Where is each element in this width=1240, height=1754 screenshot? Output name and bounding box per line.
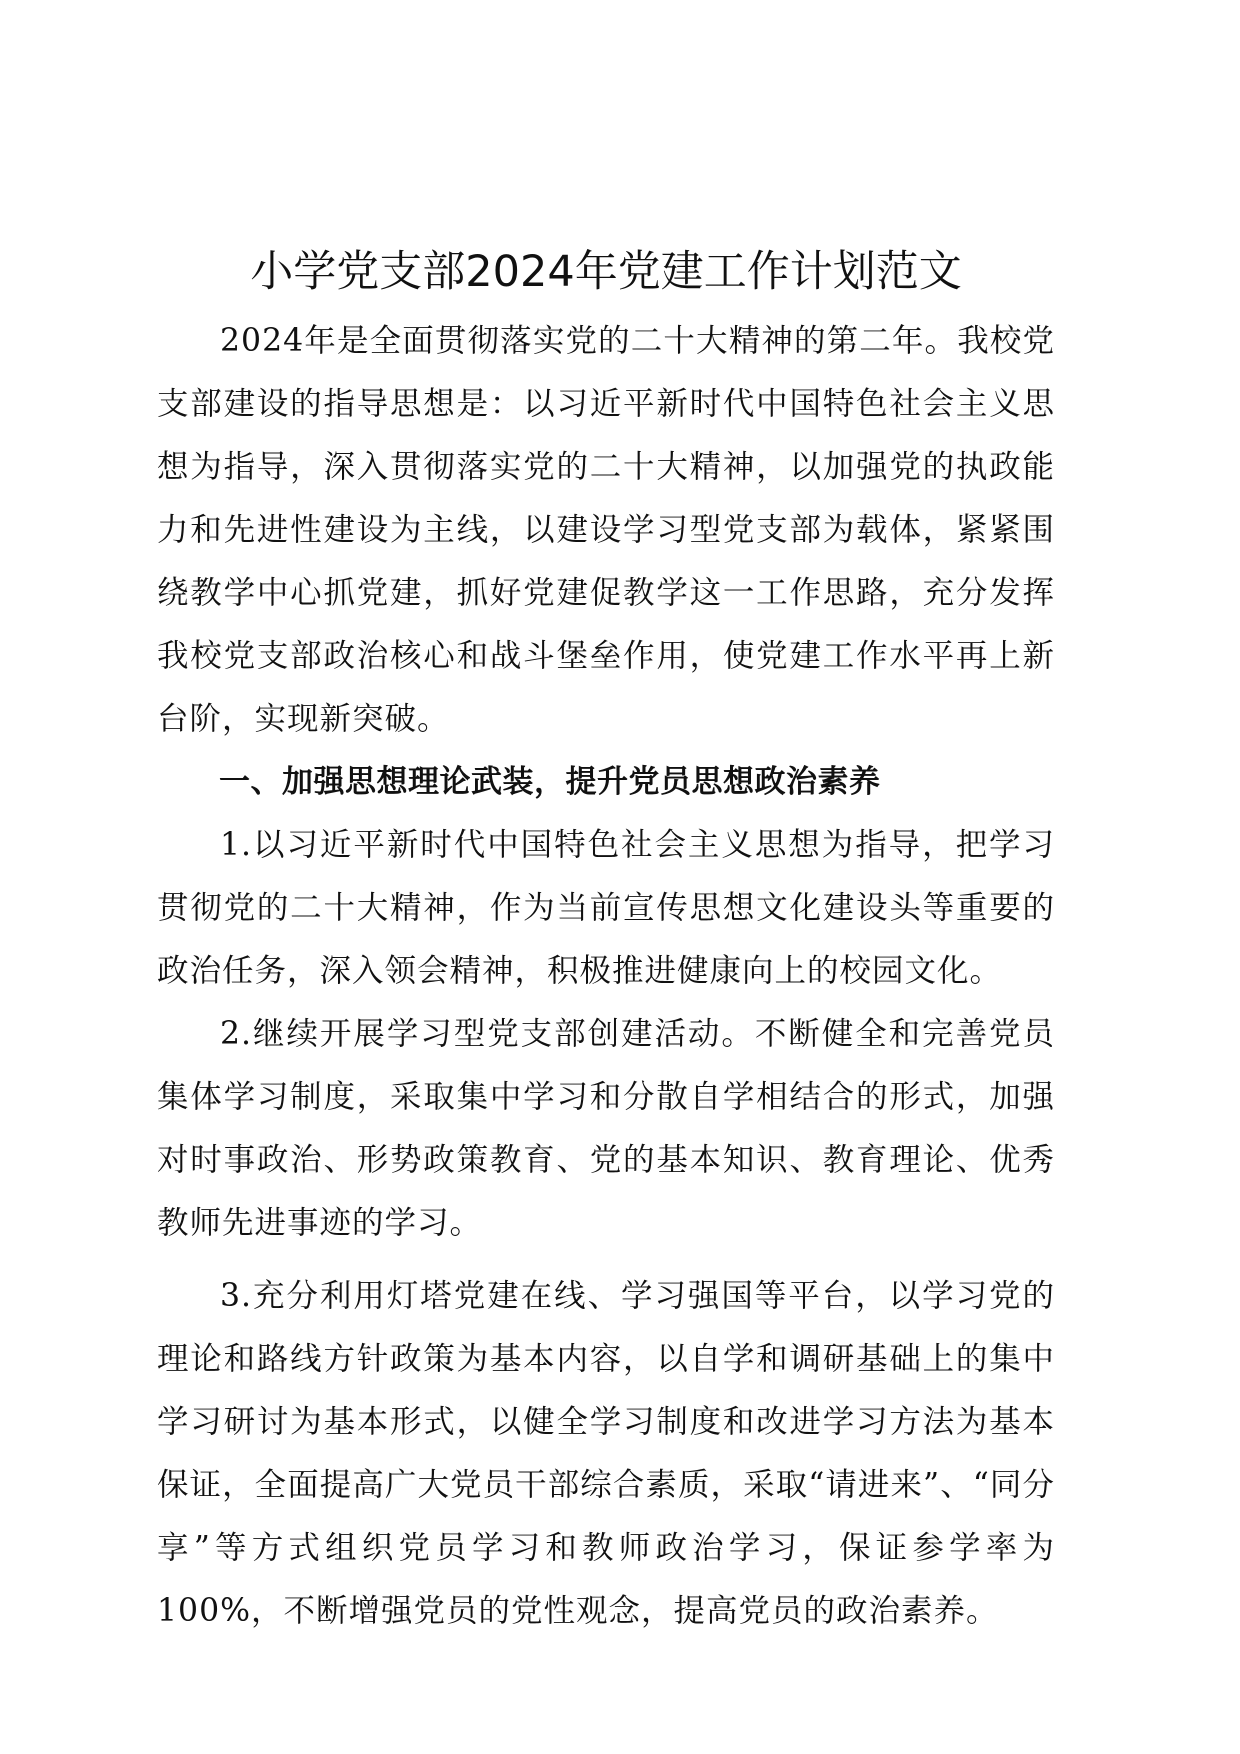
list-item: 1.以习近平新时代中国特色社会主义思想为指导，把学习贯彻党的二十大精神，作为当前宣传思想文化建设头等重要的政治任务，深入领会精神，积极推进健康向上的校园文化。 bbox=[157, 827, 1055, 989]
intro-paragraph: 2024年是全面贯彻落实党的二十大精神的第二年。我校党支部建设的指导思想是：以习近平新时代中国特色社会主义思想为指导，深入贯彻落实党的二十大精神，以加强党的执政能力和先进性建设为主线，以建设学习型党支部为载体，紧紧围绕教学中心抓党建，抓好党建促教学这一工作思路，充分发挥我校党支部政治核心和战斗堡垒作用，使党建工作水平再上新台阶，实现新突破。 bbox=[157, 323, 1055, 737]
list-item: 3.充分利用灯塔党建在线、学习强国等平台，以学习党的理论和路线方针政策为基本内容，以自学和调研基础上的集中学习研讨为基本形式，以健全学习制度和改进学习方法为基本保证，全面提高广大党员干部综合素质，采取“请进来”、“同分享”等方式组织党员学习和教师政治学习，保证参学率为100%，不断增强党员的党性观念，提高党员的政治素养。 bbox=[157, 1278, 1055, 1629]
document-title: 小学党支部2024年党建工作计划范文 bbox=[250, 247, 962, 297]
section-heading: 一、加强思想理论武装，提升党员思想政治素养 bbox=[219, 764, 881, 800]
document-body bbox=[157, 244, 1055, 1643]
list-item: 2.继续开展学习型党支部创建活动。不断健全和完善党员集体学习制度，采取集中学习和分散自学相结合的形式，加强对时事政治、形势政策教育、党的基本知识、教育理论、优秀教师先进事迹的学习。 bbox=[157, 1016, 1055, 1241]
